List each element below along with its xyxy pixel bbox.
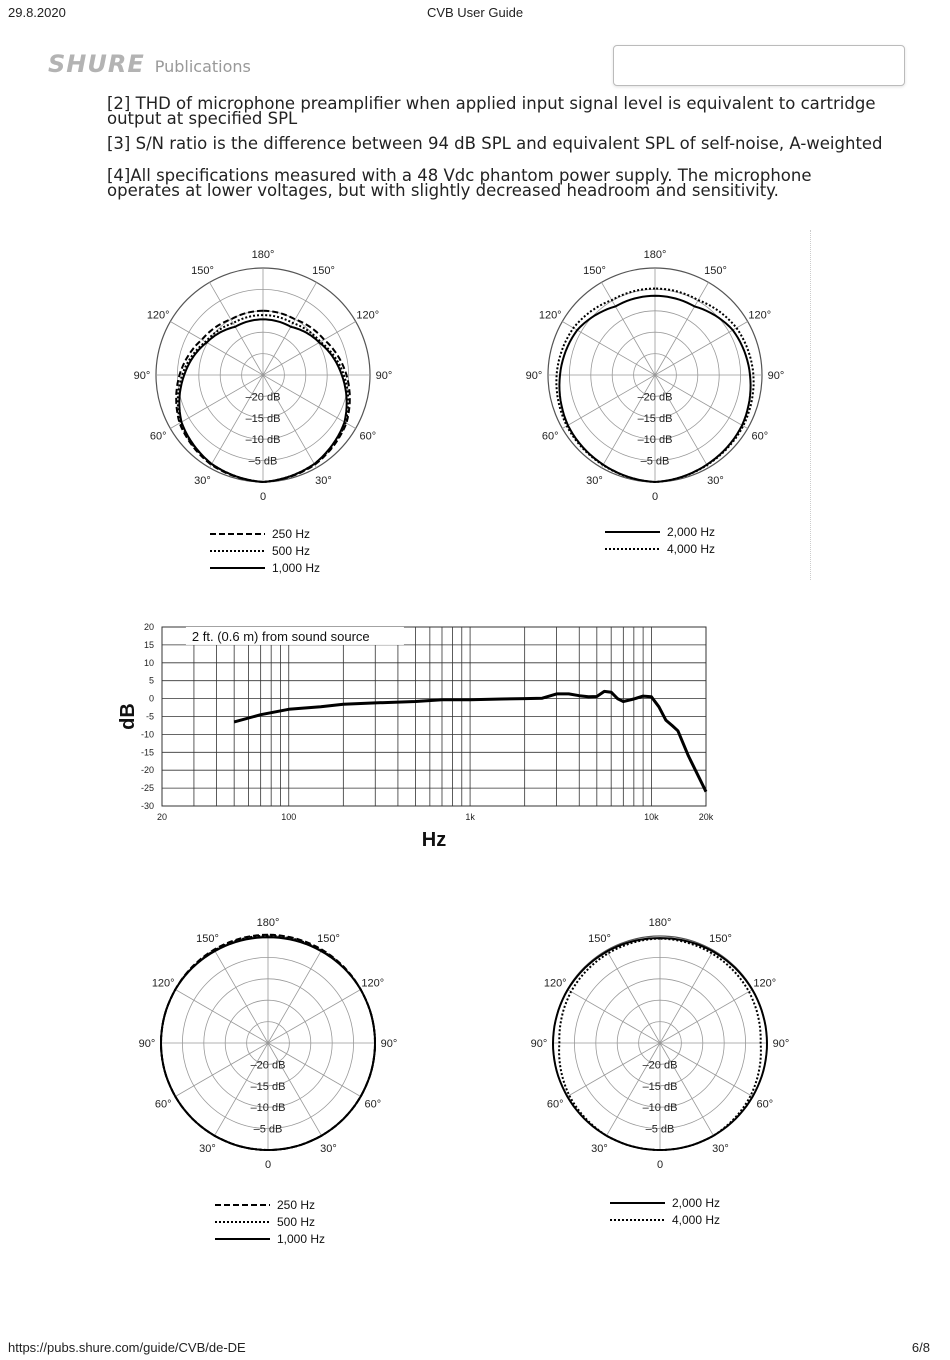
legend-label: 250 Hz	[272, 527, 311, 541]
legend-label: 1,000 Hz	[272, 561, 321, 575]
chart-annotation: 2 ft. (0.6 m) from sound source	[191, 628, 370, 644]
polar-ring-label: –15 dB	[250, 1080, 286, 1093]
polar-grid-spoke	[607, 950, 661, 1043]
document-title: CVB User Guide	[426, 5, 524, 20]
legend-low-frequencies	[210, 527, 320, 575]
polar-angle-label: 120°	[543, 977, 567, 990]
polar-grid-spoke	[170, 322, 263, 376]
legend-label: 2,000 Hz	[667, 525, 716, 539]
footnote-3: [3] S/N ratio is the difference between 94 dB SPL and equivalent SPL of self-noise, A-weighted	[107, 134, 883, 153]
polar-pattern-chart-cardioid-low	[134, 249, 393, 503]
polar-angle-label: 150°	[196, 933, 219, 946]
y-tick-label: 20	[143, 622, 154, 632]
polar-ring-label: –5 dB	[248, 455, 278, 468]
x-tick-label: 10k	[644, 812, 659, 822]
polar-angle-label: 60°	[756, 1098, 774, 1111]
polar-angle-label: 90°	[530, 1038, 548, 1050]
polar-grid-spoke	[562, 322, 655, 376]
legend-label: 2,000 Hz	[672, 1196, 721, 1210]
polar-angle-label: 90°	[525, 370, 543, 382]
polar-angle-label: 60°	[541, 430, 559, 443]
polar-ring-label: –5 dB	[645, 1123, 675, 1136]
polar-grid-spoke	[263, 282, 317, 375]
polar-angle-label: 0	[651, 491, 659, 503]
polar-ring-label: –20 dB	[250, 1059, 286, 1072]
polar-angle-label: 60°	[751, 430, 769, 443]
polar-angle-label: 120°	[748, 309, 772, 322]
polar-grid-spoke	[215, 950, 269, 1043]
polar-angle-label: 30°	[586, 474, 603, 487]
polar-angle-label: 120°	[151, 977, 175, 990]
polar-grid-spoke	[263, 322, 356, 376]
y-tick-label: -30	[140, 801, 154, 811]
polar-angle-label: 180°	[256, 917, 280, 929]
polar-angle-label: 30°	[315, 474, 332, 487]
polar-ring-label: –5 dB	[640, 455, 670, 468]
polar-angle-label: 30°	[199, 1142, 216, 1155]
polar-angle-label: 30°	[591, 1142, 608, 1155]
polar-angle-label: 30°	[194, 474, 211, 487]
polar-angle-label: 150°	[317, 933, 340, 946]
polar-angle-label: 150°	[191, 265, 214, 278]
page-number: 6/8	[911, 1340, 930, 1355]
polar-angle-label: 120°	[356, 309, 380, 322]
polar-ring-label: –10 dB	[250, 1102, 286, 1115]
polar-grid-spoke	[660, 950, 714, 1043]
y-tick-label: -5	[145, 711, 154, 722]
polar-angle-label: 30°	[320, 1142, 337, 1155]
logo-section-label: Publications	[154, 57, 251, 76]
polar-ring-label: –10 dB	[642, 1102, 678, 1115]
y-tick-label: 0	[148, 693, 154, 704]
polar-angle-label: 90°	[772, 1038, 790, 1050]
legend-high-frequencies	[605, 525, 715, 556]
polar-angle-label: 30°	[707, 474, 724, 487]
polar-angle-label: 0	[259, 491, 267, 503]
y-tick-label: 5	[148, 675, 154, 686]
polar-pattern-chart-omni-low	[139, 917, 398, 1171]
x-tick-label: 20	[156, 812, 168, 822]
polar-ring-label: –15 dB	[642, 1080, 678, 1093]
polar-angle-label: 60°	[149, 430, 167, 443]
footer-url[interactable]: https://pubs.shure.com/guide/CVB/de-DE	[8, 1340, 246, 1355]
legend-label: 500 Hz	[272, 544, 311, 558]
polar-angle-label: 120°	[146, 309, 170, 322]
polar-angle-label: 150°	[704, 265, 727, 278]
logo-wordmark: SHURE	[48, 50, 145, 78]
polar-angle-label: 60°	[546, 1098, 564, 1111]
print-date: 29.8.2020	[8, 5, 66, 20]
polar-grid-spoke	[175, 990, 268, 1044]
polar-angle-label: 60°	[364, 1098, 382, 1111]
x-tick-label: 20k	[698, 812, 714, 822]
legend-high-frequencies	[610, 1196, 720, 1227]
polar-angle-label: 150°	[709, 933, 732, 946]
y-tick-label: -25	[140, 783, 154, 794]
polar-grid-spoke	[210, 282, 264, 375]
polar-angle-label: 0	[656, 1159, 664, 1171]
polar-ring-label: –10 dB	[245, 434, 281, 447]
polar-angle-label: 90°	[375, 370, 393, 382]
polar-ring-label: –15 dB	[637, 412, 673, 425]
polar-ring-label: –10 dB	[637, 434, 673, 447]
polar-angle-label: 150°	[312, 265, 335, 278]
y-axis-label: dB	[117, 703, 139, 730]
y-tick-label: -15	[140, 747, 154, 758]
polar-angle-label: 90°	[133, 370, 151, 382]
polar-angle-label: 120°	[538, 309, 562, 322]
y-tick-label: -10	[140, 729, 154, 740]
polar-ring-label: –5 dB	[253, 1123, 283, 1136]
polar-angle-label: 60°	[359, 430, 377, 443]
polar-angle-label: 90°	[138, 1038, 156, 1050]
polar-grid-spoke	[660, 990, 753, 1044]
polar-angle-label: 150°	[588, 933, 611, 946]
polar-angle-label: 150°	[583, 265, 606, 278]
polar-ring-label: –20 dB	[637, 391, 673, 404]
polar-angle-label: 90°	[380, 1038, 398, 1050]
polar-angle-label: 90°	[767, 370, 785, 382]
legend-label: 500 Hz	[277, 1215, 316, 1229]
legend-label: 4,000 Hz	[672, 1213, 721, 1227]
polar-angle-label: 180°	[648, 917, 672, 929]
legend-label: 250 Hz	[277, 1198, 316, 1212]
footnote-4: [4]All specifications measured with a 48 Vdc phantom power supply. The microphone operates at lower voltages, but with slightly decreased headroom and sensitivity.	[107, 166, 812, 200]
y-tick-label: -20	[140, 765, 154, 776]
y-tick-label: 15	[143, 639, 154, 650]
polar-ring-label: –15 dB	[245, 412, 281, 425]
frequency-response-chart	[117, 622, 714, 851]
legend-label: 4,000 Hz	[667, 542, 716, 556]
legend-low-frequencies	[215, 1198, 325, 1246]
y-tick-label: 10	[143, 657, 154, 668]
polar-angle-label: 180°	[251, 249, 275, 261]
polar-pattern-chart-omni-high	[531, 917, 790, 1171]
polar-angle-label: 120°	[753, 977, 777, 990]
polar-angle-label: 120°	[361, 977, 385, 990]
polar-grid-spoke	[567, 990, 660, 1044]
footnote-2: [2] THD of microphone preamplifier when applied input signal level is equivalent to cartridge output at specified SPL	[107, 94, 876, 128]
x-tick-label: 100	[281, 812, 297, 822]
polar-angle-label: 30°	[712, 1142, 729, 1155]
polar-angle-label: 0	[264, 1159, 272, 1171]
polar-grid-spoke	[655, 322, 748, 376]
polar-pattern-chart-cardioid-high	[526, 249, 785, 503]
legend-label: 1,000 Hz	[277, 1232, 326, 1246]
polar-ring-label: –20 dB	[245, 391, 281, 404]
polar-ring-label: –20 dB	[642, 1059, 678, 1072]
polar-grid-spoke	[268, 950, 322, 1043]
polar-grid-spoke	[268, 990, 361, 1044]
x-axis-label: Hz	[421, 829, 447, 851]
polar-angle-label: 180°	[643, 249, 667, 261]
polar-angle-label: 60°	[154, 1098, 172, 1111]
x-tick-label: 1k	[465, 812, 475, 822]
